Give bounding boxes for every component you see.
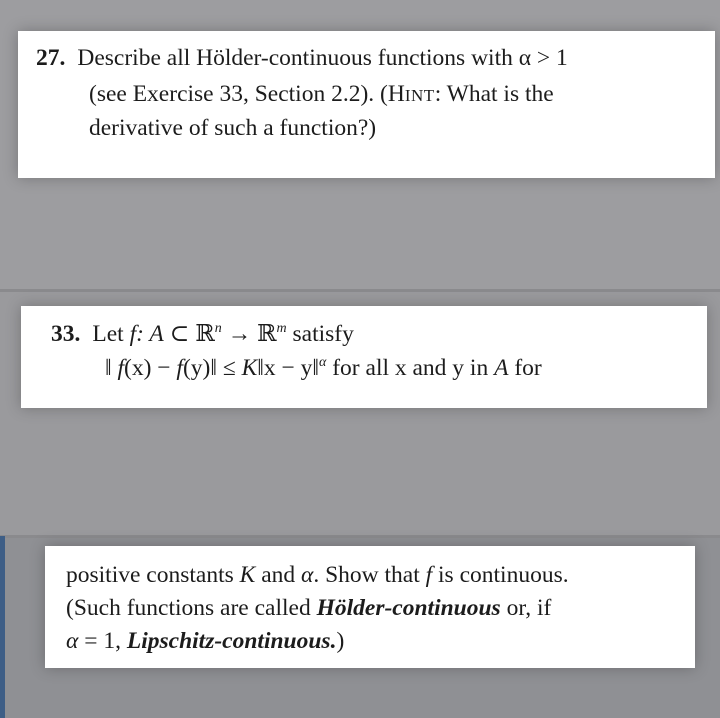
exercise-27-line-2: (see Exercise 33, Section 2.2). (HINT: What is the: [89, 81, 554, 107]
exercise-27-line-1: 27. Describe all Hölder-continuous functions with α > 1: [36, 45, 568, 71]
divider: [0, 535, 720, 538]
continuation-line-3: α = 1, Lipschitz-continuous.): [66, 628, 345, 654]
exercise-27-card: [18, 31, 715, 178]
divider: [0, 289, 720, 292]
exercise-27-line-3: derivative of such a function?): [89, 115, 377, 141]
continuation-line-2: (Such functions are called Hölder-continuous or, if: [66, 595, 552, 621]
continuation-card: [45, 546, 695, 668]
exercise-33-line-1: 33. Let f: A ⊂ ℝ$^n$ → ℝ$^m$ satisfy: [51, 321, 354, 347]
exercise-number: 27.: [36, 45, 66, 71]
exercise-number: 33.: [51, 321, 81, 347]
exercise-33-card: [21, 306, 707, 408]
window-edge: [0, 536, 5, 718]
exercise-33-line-2: ‖ f(x) − f(y)‖ ≤ K‖x − y‖$^\alpha$ for all x and y in A for: [105, 355, 542, 381]
continuation-line-1: positive constants K and α. Show that f is continuous.: [66, 562, 569, 588]
